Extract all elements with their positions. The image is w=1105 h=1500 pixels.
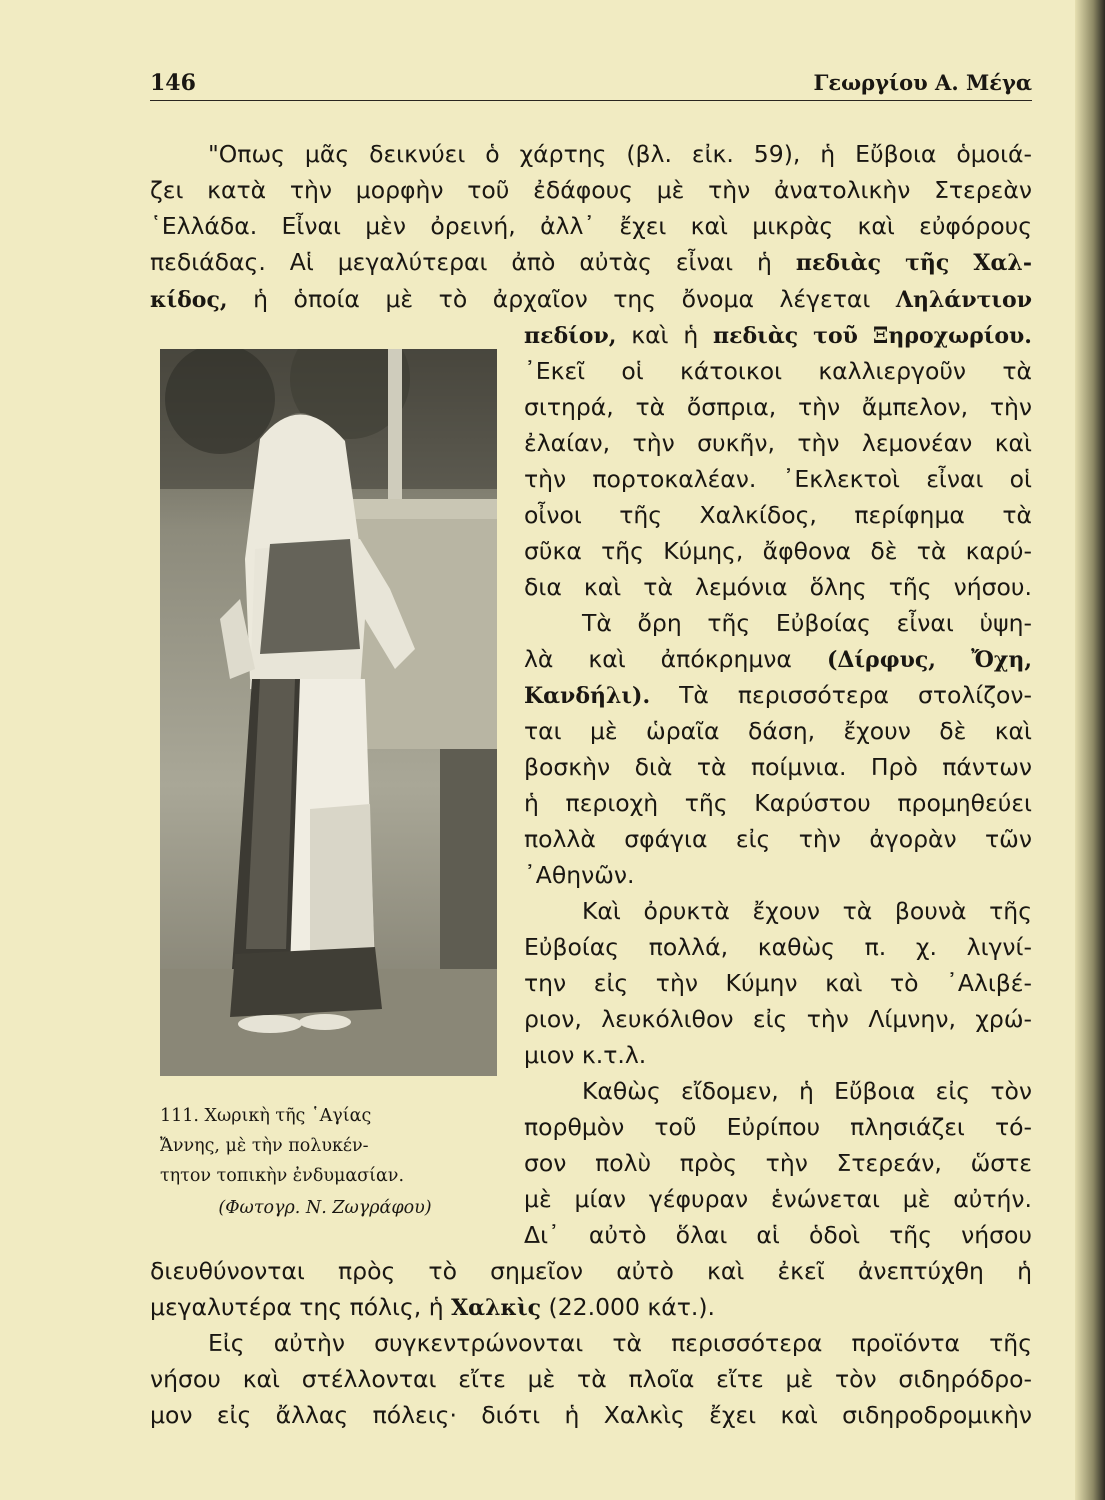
text-line: μον εἰς ἄλλας πόλεις· διότι ἡ Χαλκὶς ἔχει καὶ σιδηροδρομικὴν <box>150 1401 1032 1429</box>
bold-place-name: Ληλάντιον <box>895 287 1032 313</box>
text-line: δια καὶ τὰ λεμόνια ὅλης τῆς νήσου. <box>524 573 1032 601</box>
bold-mountain-names: Κανδήλι). <box>524 683 651 709</box>
text-line: πορθμὸν τοῦ Εὐρίπου πλησιάζει τό- <box>524 1113 1032 1141</box>
text-line: ᾿Αθηνῶν. <box>524 861 635 889</box>
bold-place-name: κίδος, <box>150 287 228 313</box>
text-line: ἡ περιοχὴ τῆς Καρύστου προμηθεύει <box>524 789 1032 817</box>
book-binding-edge <box>1075 0 1105 1500</box>
text-line: ριον, λευκόλιθον εἰς τὴν Λίμνην, χρώ- <box>524 1005 1032 1033</box>
running-title: Γεωργίου Α. Μέγα <box>813 70 1032 95</box>
photo-caption-line: Ἄννης, μὲ τὴν πολυκέν- <box>160 1136 369 1156</box>
photo-caption-line: 111. Χωρικὴ τῆς ῾Αγίας <box>160 1106 372 1126</box>
text-line: βοσκὴν διὰ τὰ ποίμνια. Πρὸ πάντων <box>524 753 1032 781</box>
text-line: τὴν πορτοκαλέαν. ᾿Εκλεκτοὶ εἶναι οἱ <box>524 465 1032 493</box>
photograph-woman-in-traditional-costume <box>160 349 497 1076</box>
bold-place-name: πεδίον, <box>524 323 617 349</box>
bold-mountain-names: (Δίρφυς, Ὄχη, <box>826 647 1032 673</box>
photo-credit: (Φωτογρ. Ν. Ζωγράφου) <box>218 1198 432 1218</box>
text-line: σῦκα τῆς Κύμης, ἄφθονα δὲ τὰ καρύ- <box>524 537 1032 565</box>
text-line: ζει κατὰ τὴν μορφὴν τοῦ ἐδάφους μὲ τὴν ἀνατολικὴν Στερεὰν <box>150 176 1032 204</box>
text-line: οἶνοι τῆς Χαλκίδος, περίφημα τὰ <box>524 501 1032 529</box>
text-line: πολλὰ σφάγια εἰς τὴν ἀγορὰν τῶν <box>524 825 1032 853</box>
text-line: Τὰ ὄρη τῆς Εὐβοίας εἶναι ὑψη- <box>582 609 1032 637</box>
text-segment: λὰ καὶ ἀπόκρημνα <box>524 645 792 673</box>
bold-place-name: πεδιὰς τῆς Χαλ- <box>795 250 1032 276</box>
text-line: μὲ μίαν γέφυραν ἑνώνεται μὲ αὐτήν. <box>524 1185 1032 1213</box>
photo-illustration <box>160 349 497 1076</box>
text-line: μιον κ.τ.λ. <box>524 1041 647 1069</box>
text-line: Εὐβοίας πολλά, καθὼς π. χ. λιγνί- <box>524 933 1032 961</box>
text-segment: καὶ ἡ <box>631 321 699 349</box>
text-line: ᾿Εκεῖ οἱ κάτοικοι καλλιεργοῦν τὰ <box>524 357 1032 385</box>
text-segment: Τὰ περισσότερα στολίζον- <box>679 681 1032 709</box>
page-number: 146 <box>150 70 196 96</box>
text-line: σον πολὺ πρὸς τὴν Στερεάν, ὥστε <box>524 1149 1032 1177</box>
text-line: νήσου καὶ στέλλονται εἴτε μὲ τὰ πλοῖα εἴτε μὲ τὸν σιδηρόδρο- <box>150 1365 1032 1393</box>
text-line <box>524 642 1032 676</box>
text-line: Εἰς αὐτὴν συγκεντρώνονται τὰ περισσότερα προϊόντα τῆς <box>208 1329 1032 1357</box>
text-line: σιτηρά, τὰ ὄσπρια, τὴν ἄμπελον, τὴν <box>524 393 1032 421</box>
text-line <box>524 318 1032 352</box>
text-segment: μεγαλυτέρα της πόλις, ἡ <box>150 1293 444 1321</box>
text-line <box>150 282 1032 316</box>
text-line: "Οπως μᾶς δεικνύει ὁ χάρτης (βλ. εἰκ. 59), ἡ Εὔβοια ὁμοιά- <box>208 140 1032 168</box>
text-line: ται μὲ ὡραῖα δάση, ἔχουν δὲ καὶ <box>524 717 1032 745</box>
text-segment: (22.000 κάτ.). <box>548 1293 716 1321</box>
text-line <box>150 1290 1032 1324</box>
text-line: Καὶ ὀρυκτὰ ἔχουν τὰ βουνὰ τῆς <box>582 897 1032 925</box>
text-segment: πεδιάδας. Αἱ μεγαλύτεραι ἀπὸ αὐτὰς εἶναι ἡ <box>150 248 772 276</box>
bold-city-name: Χαλκὶς <box>451 1295 542 1321</box>
text-line <box>524 678 1032 712</box>
text-line: διευθύνονται πρὸς τὸ σημεῖον αὐτὸ καὶ ἐκεῖ ἀνεπτύχθη ἡ <box>150 1257 1032 1285</box>
photo-caption-line: τητον τοπικὴν ἐνδυμασίαν. <box>160 1166 405 1186</box>
text-line: ἐλαίαν, τὴν συκῆν, τὴν λεμονέαν καὶ <box>524 429 1032 457</box>
text-line: ῾Ελλάδα. Εἶναι μὲν ὀρεινή, ἀλλ᾿ ἔχει καὶ μικρὰς καὶ εὐφόρους <box>150 212 1032 240</box>
text-line: την εἰς τὴν Κύμην καὶ τὸ ᾿Αλιβέ- <box>524 969 1032 997</box>
text-line: Δι᾿ αὐτὸ ὅλαι αἱ ὁδοὶ τῆς νήσου <box>524 1221 1032 1249</box>
text-segment: ἡ ὁποία μὲ τὸ ἀρχαῖον της ὄνομα λέγεται <box>253 285 871 313</box>
text-line <box>150 245 1032 279</box>
text-line: Καθὼς εἴδομεν, ἡ Εὔβοια εἰς τὸν <box>582 1077 1032 1105</box>
bold-place-name: πεδιὰς τοῦ Ξηροχωρίου. <box>713 323 1032 349</box>
page-header <box>150 64 1032 101</box>
